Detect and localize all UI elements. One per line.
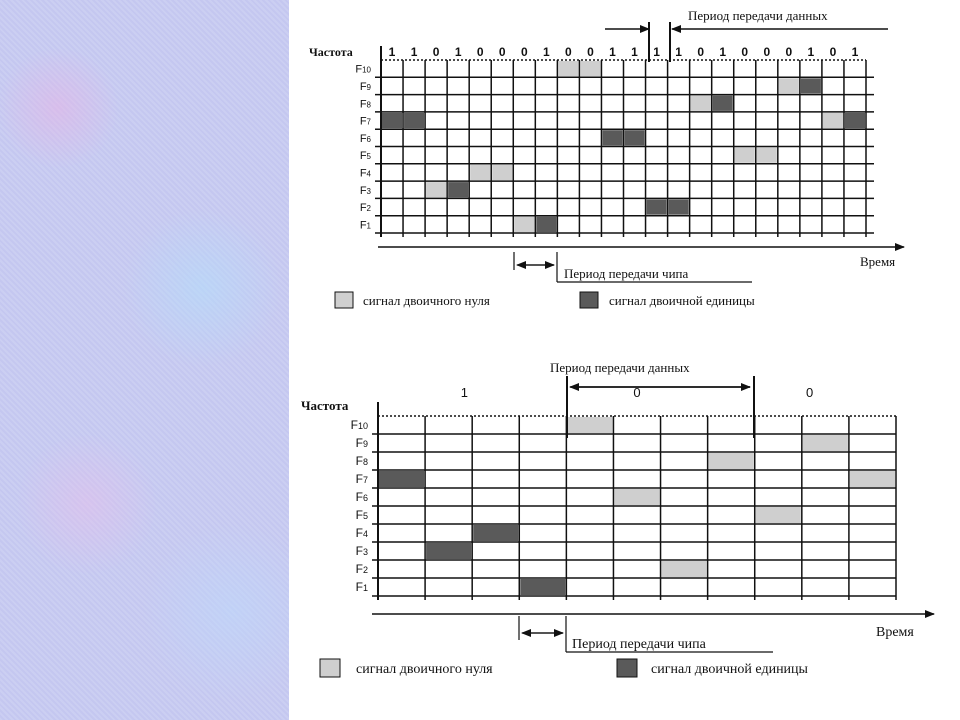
top-bit-label: 0: [697, 45, 705, 59]
top-signal-cell: [691, 96, 711, 111]
top-signal-cell: [580, 61, 600, 76]
bottom-frequency-label: F2: [355, 562, 368, 576]
bottom-chip-period-label: Период передачи чипа: [572, 637, 706, 652]
top-signal-cell: [823, 113, 843, 128]
top-bit-label: 1: [675, 45, 682, 59]
top-signal-cell: [735, 148, 755, 163]
top-chip-period-label: Период передачи чипа: [564, 266, 689, 281]
top-frequency-label: F10: [355, 63, 371, 76]
top-data-period-label: Период передачи данных: [688, 8, 828, 23]
top-signal-cell: [536, 217, 556, 232]
top-signal-cell: [492, 165, 512, 180]
top-bit-label: 1: [807, 45, 815, 59]
top-frequency-label: F1: [359, 219, 371, 232]
top-bit-label: 0: [741, 45, 749, 59]
bottom-y-axis-label: Частота: [301, 398, 349, 413]
bottom-signal-cell: [567, 417, 612, 433]
top-diagram: [309, 8, 904, 308]
top-bit-label: 0: [432, 45, 440, 59]
bottom-signal-cell: [614, 489, 659, 505]
top-legend-one-swatch: [580, 292, 598, 308]
top-signal-cell: [713, 96, 733, 111]
bottom-bit-label: 1: [460, 385, 468, 400]
top-signal-cell: [801, 78, 821, 93]
top-x-axis-label: Время: [860, 254, 896, 269]
top-bit-label: 0: [785, 45, 793, 59]
top-frequency-label: F3: [359, 184, 371, 197]
top-frequency-labels: [355, 64, 371, 232]
bottom-frequency-label: F5: [355, 508, 368, 522]
top-bit-label: 0: [498, 45, 506, 59]
top-bit-label: 1: [454, 45, 462, 59]
bottom-diagram: [301, 360, 934, 677]
bottom-frequency-label: F8: [355, 454, 368, 468]
bottom-frequency-label: F4: [355, 526, 368, 540]
top-signal-cell: [647, 199, 667, 214]
top-signal-cell: [514, 217, 534, 232]
top-signal-cell: [625, 130, 645, 145]
top-frequency-label: F5: [359, 150, 371, 163]
top-bit-label: 0: [587, 45, 594, 59]
bottom-frequency-label: F3: [355, 544, 368, 558]
bottom-data-period-label: Период передачи данных: [550, 360, 690, 375]
bottom-frequency-label: F7: [355, 472, 368, 486]
top-legend-one-label: сигнал двоичной единицы: [609, 293, 755, 308]
bottom-signal-cell: [662, 561, 707, 577]
top-frequency-label: F6: [359, 132, 371, 145]
bottom-signal-cell: [850, 471, 895, 487]
top-bit-label: 0: [520, 45, 528, 59]
top-signal-cell: [470, 165, 490, 180]
bottom-frequency-label: F6: [355, 490, 368, 504]
bottom-frequency-labels: [351, 418, 368, 594]
bottom-frequency-label: F9: [355, 436, 368, 450]
top-signal-cell: [845, 113, 865, 128]
top-bit-label: 1: [653, 45, 660, 59]
top-bit-labels: [389, 45, 859, 59]
bottom-legend-one-swatch: [617, 659, 637, 677]
bottom-signal-cell: [473, 525, 518, 541]
top-signal-cell: [426, 182, 446, 197]
bottom-signal-cell: [756, 507, 801, 523]
top-signal-cell: [448, 182, 468, 197]
top-bit-label: 1: [388, 45, 396, 59]
top-legend-zero-label: сигнал двоичного нуля: [363, 293, 490, 308]
top-signal-cell: [404, 113, 424, 128]
top-bit-label: 1: [631, 45, 638, 59]
bottom-signal-cell: [379, 471, 424, 487]
top-bit-label: 1: [542, 45, 550, 59]
bottom-legend-zero-label: сигнал двоичного нуля: [356, 662, 493, 677]
top-bit-label: 0: [763, 45, 771, 59]
bottom-signal-cell: [520, 579, 565, 595]
top-frequency-label: F7: [359, 115, 371, 128]
bottom-x-axis-label: Время: [876, 625, 914, 640]
bottom-signal-cell: [426, 543, 471, 559]
top-frequency-label: F2: [359, 202, 371, 215]
top-frequency-label: F8: [359, 98, 371, 111]
top-y-axis-label: Частота: [309, 45, 353, 59]
bottom-signal-cell: [709, 453, 754, 469]
top-signal-cell: [669, 199, 689, 214]
top-bit-label: 0: [476, 45, 484, 59]
top-bit-label: 1: [719, 45, 727, 59]
bottom-legend-one-label: сигнал двоичной единицы: [651, 662, 808, 677]
top-frequency-label: F9: [359, 80, 371, 93]
top-bit-label: 1: [609, 45, 616, 59]
top-bit-label: 0: [565, 45, 572, 59]
top-legend-zero-swatch: [335, 292, 353, 308]
top-signal-cell: [558, 61, 578, 76]
bottom-legend-zero-swatch: [320, 659, 340, 677]
top-signal-cell: [382, 113, 402, 128]
bottom-frequency-label: F1: [355, 580, 368, 594]
top-signal-cell: [779, 78, 799, 93]
bottom-signal-cell: [803, 435, 848, 451]
top-bit-label: 1: [851, 45, 859, 59]
top-signal-cell: [602, 130, 622, 145]
top-frequency-label: F4: [359, 167, 371, 180]
bottom-bit-label: 0: [806, 385, 814, 400]
bottom-frequency-label: F10: [350, 418, 368, 432]
top-bit-label: 1: [410, 45, 418, 59]
bottom-bit-label: 0: [633, 385, 641, 400]
top-signal-cell: [757, 148, 777, 163]
top-bit-label: 0: [829, 45, 837, 59]
